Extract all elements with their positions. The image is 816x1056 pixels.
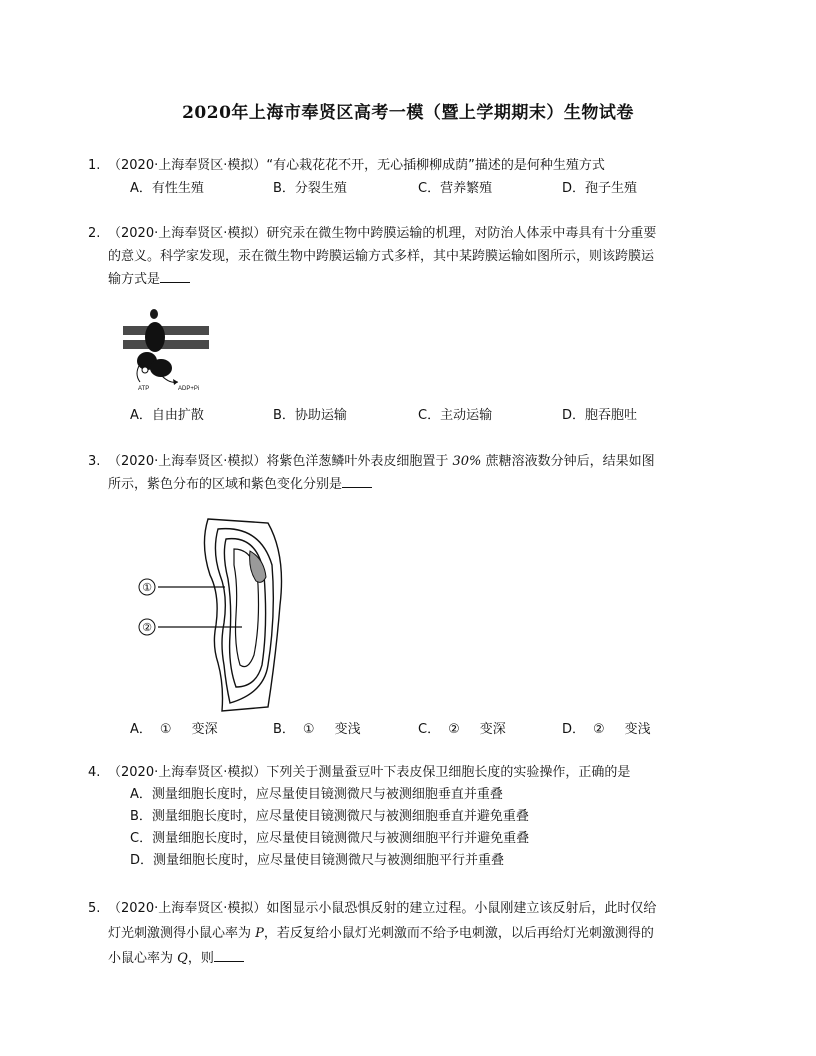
option-mark: ② <box>448 722 460 737</box>
option-mark: ① <box>302 722 315 737</box>
variable-p: P <box>255 926 264 941</box>
option-a[interactable] <box>130 718 218 737</box>
answer-blank <box>160 270 190 283</box>
option-a[interactable]: A．有性生殖 <box>130 181 204 196</box>
question-text-line3: 输方式是 <box>108 272 161 287</box>
percent-value: 30% <box>452 454 482 469</box>
question-number: 4. <box>88 765 101 780</box>
option-mark: ① <box>159 722 172 737</box>
question-3-options <box>130 718 730 738</box>
option-letter: B． <box>273 722 295 737</box>
option-text: 变浅 <box>624 722 651 737</box>
answer-blank <box>214 949 244 962</box>
option-d[interactable]: D．胞吞胞吐 <box>562 408 638 423</box>
page-title: 2020年上海市奉贤区高考一模（暨上学期期末）生物试卷 <box>182 103 634 123</box>
question-number: 2. <box>88 226 101 241</box>
option-letter: D． <box>562 722 586 737</box>
question-text-line2: 所示，紫色分布的区域和紫色变化分别是 <box>108 477 343 492</box>
question-text-line1b: 蔗糖溶液数分钟后，结果如图 <box>485 454 655 469</box>
question-number: 3. <box>88 454 101 469</box>
option-b[interactable]: B．分裂生殖 <box>273 181 347 196</box>
option-d[interactable] <box>562 718 651 737</box>
question-text-line2a: 灯光刺激测得小鼠心率为 <box>108 926 252 941</box>
option-text: 变深 <box>479 722 506 737</box>
option-d[interactable]: D．孢子生殖 <box>562 181 638 196</box>
option-mark: ② <box>593 722 605 737</box>
option-b[interactable]: B．测量细胞长度时，应尽量使目镜测微尺与被测细胞垂直并避免重叠 <box>130 809 529 824</box>
question-text-line1a: 将紫色洋葱鳞叶外表皮细胞置于 <box>266 454 449 469</box>
question-number: 5. <box>88 901 101 916</box>
question-4-options <box>130 784 529 872</box>
option-text: 变深 <box>191 722 218 737</box>
option-c[interactable]: C．主动运输 <box>418 408 493 423</box>
question-text-line1: 如图显示小鼠恐惧反射的建立过程。小鼠刚建立该反射后，此时仅给 <box>266 901 657 916</box>
question-text-line3b: ，则 <box>187 951 214 966</box>
option-text: 变浅 <box>334 722 361 737</box>
question-text-line3a: 小鼠心率为 <box>108 951 174 966</box>
option-a[interactable]: A．自由扩散 <box>130 408 204 423</box>
answer-blank <box>342 475 372 488</box>
atp-label: ATP <box>138 386 150 392</box>
question-source: （2020·上海奉贤区·模拟） <box>108 158 267 173</box>
option-a[interactable]: A．测量细胞长度时，应尽量使目镜测微尺与被测细胞垂直并重叠 <box>130 787 503 802</box>
question-text: “有心栽花花不开，无心插柳柳成荫”描述的是何种生殖方式 <box>266 158 605 173</box>
label-2: ② <box>142 621 152 634</box>
option-c[interactable] <box>418 718 506 737</box>
question-source: （2020·上海奉贤区·模拟） <box>108 226 267 241</box>
question-text-line2: 的意义。科学家发现，汞在微生物中跨膜运输方式多样，其中某跨膜运输如图所示，则该跨膜运 <box>108 249 655 264</box>
option-c[interactable]: C．测量细胞长度时，应尽量使目镜测微尺与被测细胞平行并避免重叠 <box>130 831 530 846</box>
question-source: （2020·上海奉贤区·模拟） <box>108 765 267 780</box>
variable-q: Q <box>177 951 188 966</box>
option-c[interactable]: C．营养繁殖 <box>418 181 493 196</box>
question-3 <box>88 450 728 496</box>
question-1 <box>88 154 728 177</box>
option-b[interactable] <box>273 718 361 737</box>
question-text: 下列关于测量蚕豆叶下表皮保卫细胞长度的实验操作，正确的是 <box>266 765 631 780</box>
label-1: ① <box>142 581 152 594</box>
option-letter: C． <box>418 722 441 737</box>
option-d[interactable]: D．测量细胞长度时，应尽量使目镜测微尺与被测细胞平行并重叠 <box>130 853 505 868</box>
membrane-transport-figure <box>118 304 218 396</box>
question-text-line1: 研究汞在微生物中跨膜运输的机理，对防治人体汞中毒具有十分重要 <box>266 226 657 241</box>
question-number: 1. <box>88 158 101 173</box>
question-text-line2b: ，若反复给小鼠灯光刺激而不给予电刺激，以后再给灯光刺激测得的 <box>263 926 654 941</box>
adp-label: ADP+Pi <box>178 386 200 392</box>
option-b[interactable]: B．协助运输 <box>273 408 347 423</box>
option-letter: A． <box>130 722 152 737</box>
question-4 <box>88 761 728 784</box>
question-source: （2020·上海奉贤区·模拟） <box>108 901 267 916</box>
question-2 <box>88 222 728 291</box>
question-source: （2020·上海奉贤区·模拟） <box>108 454 267 469</box>
question-5 <box>88 896 728 971</box>
onion-cell-figure <box>130 515 300 715</box>
